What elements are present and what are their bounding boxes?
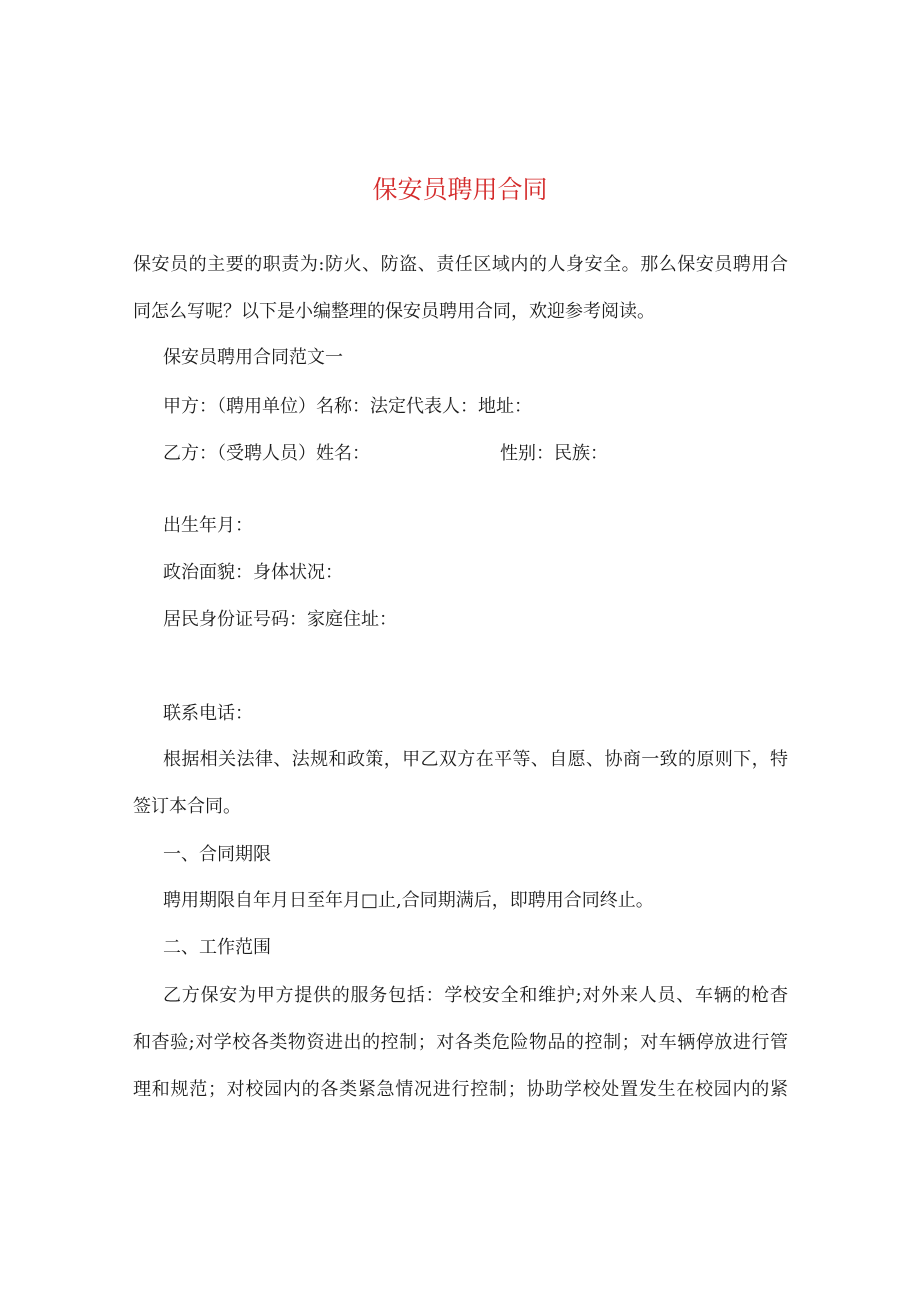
section-1-heading: 一、合同期限 bbox=[163, 844, 271, 865]
sample-heading: 保安员聘用合同范文一 bbox=[163, 347, 343, 368]
party-b-line bbox=[163, 442, 608, 466]
party-a-line: 甲方：（聘用单位）名称：法定代表人：地址： bbox=[163, 396, 532, 417]
preamble-line-2: 签订本合同。 bbox=[133, 796, 241, 817]
phone-line: 联系电话： bbox=[163, 703, 253, 724]
section-2-heading: 二、工作范围 bbox=[163, 937, 271, 958]
intro-line-2: 同怎么写呢？以下是小编整理的保安员聘用合同，欢迎参考阅读。 bbox=[133, 301, 655, 322]
intro-line-1: 保安员的主要的职责为:防火、防盗、责任区域内的人身安全。那么保安员聘用合 bbox=[133, 254, 788, 275]
section-2-line-1: 乙方保安为甲方提供的服务包括：学校安全和维护;对外来人员、车辆的枪杳 bbox=[163, 985, 788, 1006]
party-b-gender-ethnicity: 性别：民族： bbox=[500, 443, 608, 464]
preamble-line-1: 根据相关法律、法规和政策，甲乙双方在平等、自愿、协商一致的原则下，特 bbox=[163, 749, 788, 770]
party-b-name-label: 乙方：（受聘人员）姓名： bbox=[163, 443, 370, 464]
section-2-line-3: 理和规范；对校园内的各类紧急情况进行控制；协助学校处置发生在校园内的紧 bbox=[133, 1079, 788, 1100]
document-title: 保安员聘用合同 bbox=[372, 175, 548, 204]
section-1-text: 聘用期限自年月日至年月□止,合同期满后，即聘用合同终止。 bbox=[163, 890, 654, 911]
id-address-line: 居民身份证号码：家庭住址： bbox=[163, 609, 397, 630]
political-health-line: 政治面貌：身体状况： bbox=[163, 562, 343, 583]
birth-line: 出生年月： bbox=[163, 515, 253, 536]
section-2-line-2: 和杳验;对学校各类物资进出的控制；对各类危险物品的控制；对车辆停放进行管 bbox=[133, 1032, 788, 1053]
